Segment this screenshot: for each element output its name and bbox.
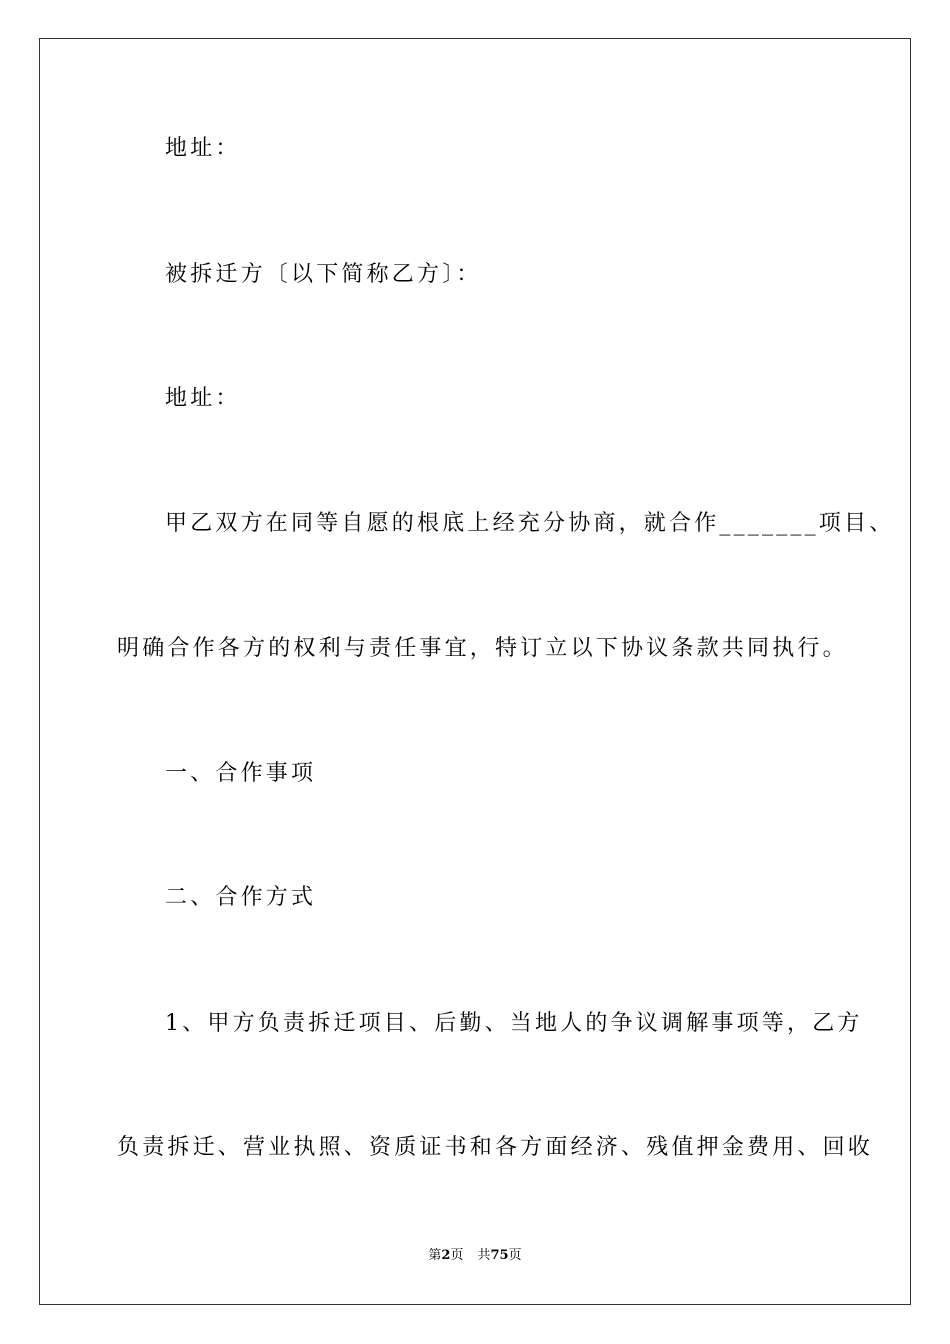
footer-total-prefix: 共 [477, 1248, 491, 1263]
page-border [39, 38, 911, 1305]
address-line-2: 地址： [165, 386, 241, 411]
section-heading-2: 二、合作方式 [165, 885, 317, 910]
paragraph-intro-line-2: 明确合作各方的权利与责任事宜，特订立以下协议条款共同执行。 [117, 636, 848, 661]
footer-total-suffix: 页 [508, 1248, 522, 1263]
paragraph-intro-line-1: 甲乙双方在同等自愿的根底上经充分协商，就合作_______项目、 [165, 511, 895, 536]
footer-page-number: 2 [441, 1248, 451, 1263]
footer-page-prefix: 第 [428, 1248, 442, 1263]
footer-page-suffix: 页 [450, 1248, 464, 1263]
clause-1-line-1: 1、甲方负责拆迁项目、后勤、当地人的争议调解事项等，乙方 [165, 1011, 863, 1036]
party-b-line: 被拆迁方〔以下简称乙方〕： [165, 262, 482, 287]
clause-1-line-2: 负责拆迁、营业执照、资质证书和各方面经济、残值押金费用、回收 [117, 1135, 874, 1160]
section-heading-1: 一、合作事项 [165, 761, 317, 786]
footer-total-pages: 75 [490, 1248, 509, 1263]
address-line-1: 地址： [165, 136, 241, 161]
page-footer [0, 1249, 950, 1262]
